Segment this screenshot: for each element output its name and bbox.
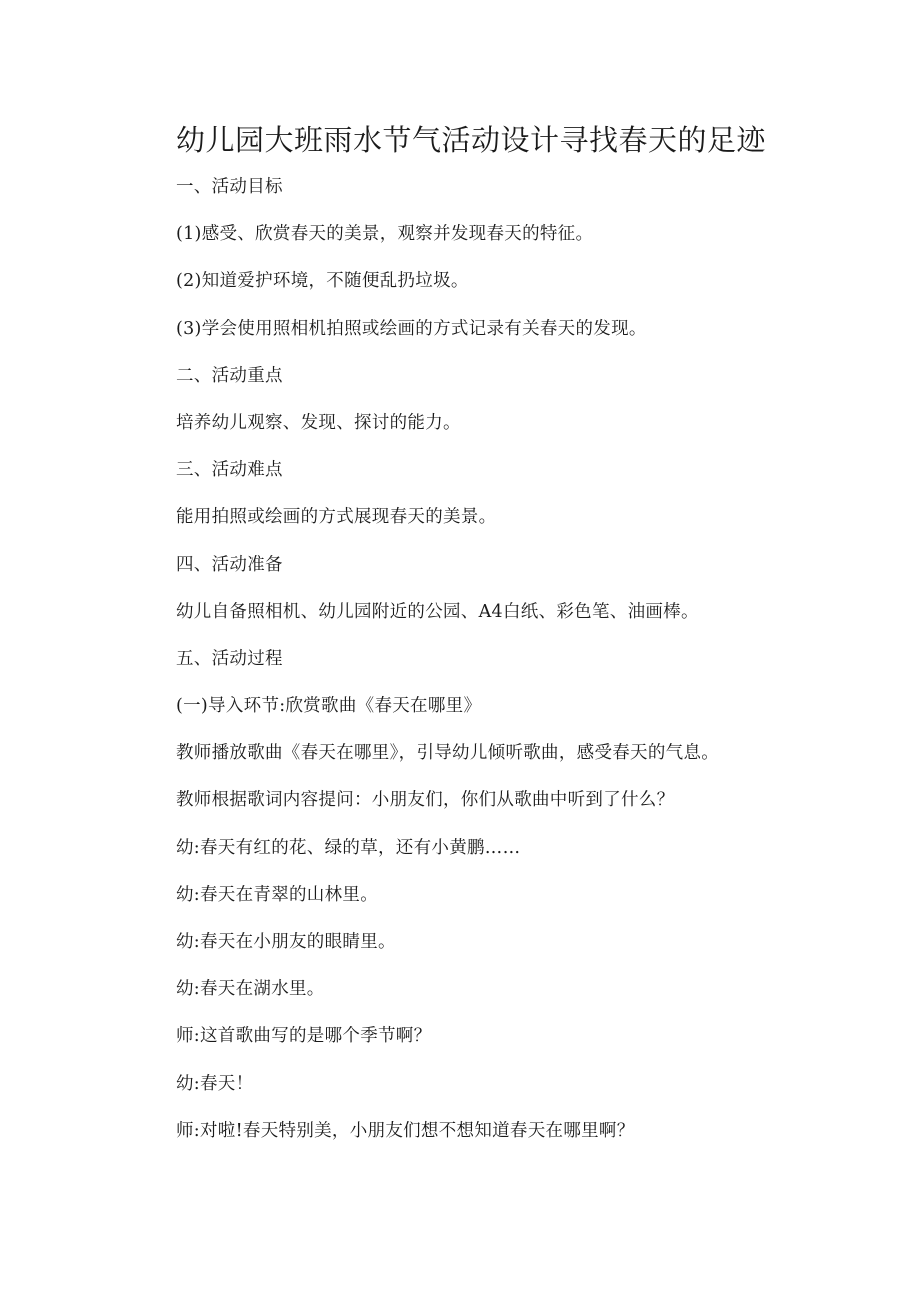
document-body [176,172,896,1163]
paragraph: (2)知道爱护环境，不随便乱扔垃圾。 [176,271,469,292]
document-title: 幼儿园大班雨水节气活动设计寻找春天的足迹 [176,123,767,157]
dialogue-line: 幼:春天！ [176,1073,254,1094]
dialogue-line: 幼:春天在青翠的山林里。 [176,884,378,905]
paragraph: 能用拍照或绘画的方式展现春天的美景。 [176,507,497,528]
dialogue-line: 幼:春天在湖水里。 [176,979,325,1000]
dialogue-line: 幼:春天有红的花、绿的草，还有小黄鹏…… [176,837,521,858]
section-heading-focus: 二、活动重点 [176,365,283,386]
section-heading-preparation: 四、活动准备 [176,554,283,575]
section-heading-difficulty: 三、活动难点 [176,460,283,481]
dialogue-line: 师:对啦!春天特别美，小朋友们想不想知道春天在哪里啊？ [176,1120,635,1141]
dialogue-line: 师:这首歌曲写的是哪个季节啊？ [176,1026,432,1047]
section-heading-process: 五、活动过程 [176,648,283,669]
paragraph: 幼儿自备照相机、幼儿园附近的公园、A4白纸、彩色笔、油画棒。 [176,601,699,622]
paragraph: 教师根据歌词内容提问：小朋友们，你们从歌曲中听到了什么？ [176,790,675,811]
paragraph: 培养幼儿观察、发现、探讨的能力。 [176,412,461,433]
section-heading-goals: 一、活动目标 [176,177,283,197]
paragraph: 教师播放歌曲《春天在哪里》，引导幼儿倾听歌曲，感受春天的气息。 [176,743,720,764]
subsection-heading: (一)导入环节:欣赏歌曲《春天在哪里》 [176,696,482,717]
paragraph: (3)学会使用照相机拍照或绘画的方式记录有关春天的发现。 [176,318,647,339]
paragraph: (1)感受、欣赏春天的美景，观察并发现春天的特征。 [176,224,594,245]
dialogue-line: 幼:春天在小朋友的眼睛里。 [176,932,396,952]
